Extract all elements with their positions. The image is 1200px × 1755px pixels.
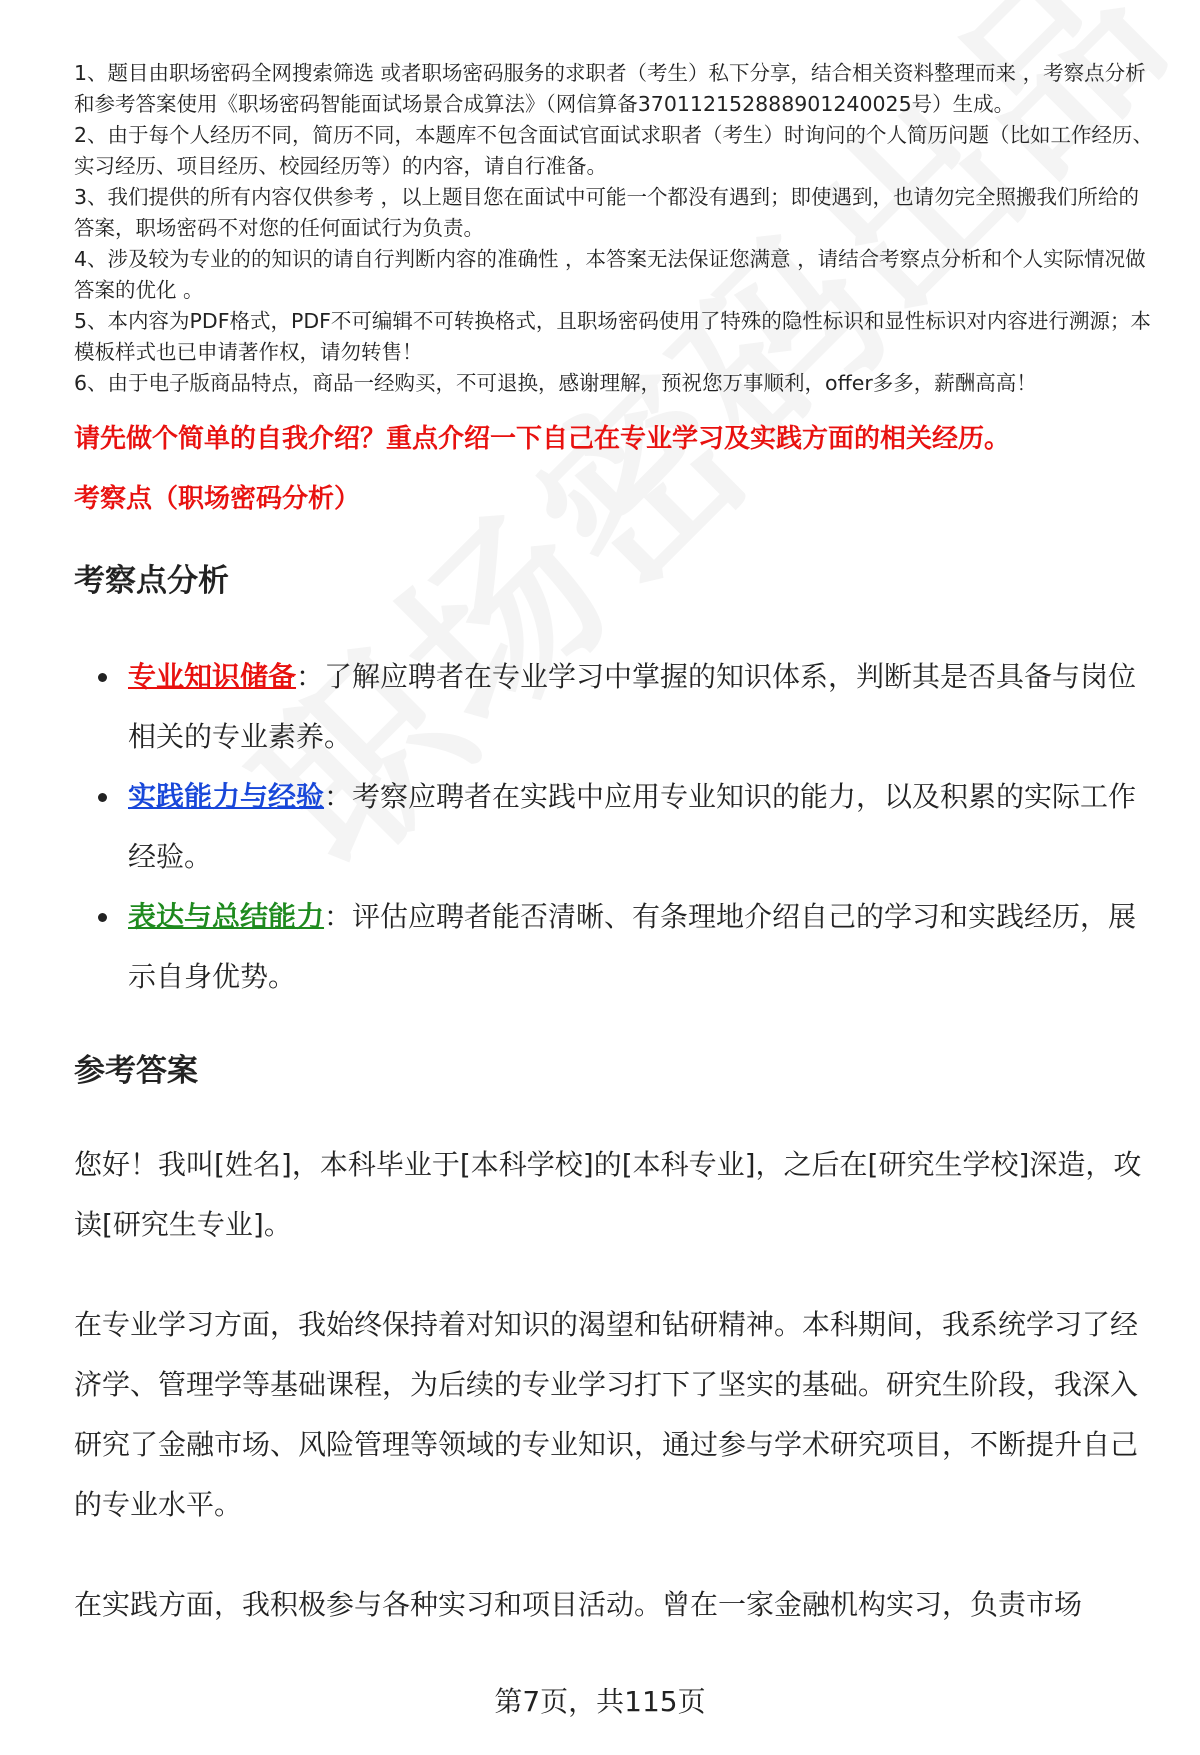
notice-item: 5、本内容为PDF格式，PDF不可编辑不可转换格式，且职场密码使用了特殊的隐性标识和显性标识对内容进行溯源；本模板样式也已申请著作权，请勿转售！ <box>74 309 1151 364</box>
bullet-icon <box>98 913 107 922</box>
analysis-keyword: 实践能力与经验 <box>128 780 325 813</box>
analysis-text: ：考察应聘者在实践中应用专业知识的能力，以及积累的实际工作经验。 <box>128 780 1137 873</box>
analysis-heading: 考察点分析 <box>74 563 229 599</box>
interview-question: 请先做个简单的自我介绍？重点介绍一下自己在专业学习及实践方面的相关经历。 <box>74 424 1011 454</box>
bullet-icon <box>98 793 107 802</box>
answer-paragraph: 在专业学习方面，我始终保持着对知识的渴望和钻研精神。本科期间，我系统学习了经济学、管理学等基础课程，为后续的专业学习打下了坚实的基础。研究生阶段，我深入研究了金融市场、风险管理等领域的专业知识，通过参与学术研究项目，不断提升自己的专业水平。 <box>74 1308 1139 1521</box>
notice-item: 6、由于电子版商品特点，商品一经购买，不可退换，感谢理解，预祝您万事顺利，offer多多，薪酬高高！ <box>74 371 1037 395</box>
answer-paragraph: 您好！我叫[姓名]，本科毕业于[本科学校]的[本科专业]，之后在[研究生学校]深造，攻读[研究生专业]。 <box>74 1148 1142 1241</box>
bullet-icon <box>98 673 107 682</box>
answer-heading: 参考答案 <box>74 1053 198 1089</box>
notice-item: 1、题目由职场密码全网搜索筛选 或者职场密码服务的求职者（考生）私下分享，结合相关资料整理而来 ，考察点分析和参考答案使用《职场密码智能面试场景合成算法》（网信算备370112152888901240025号）生成。 <box>74 61 1146 116</box>
notice-item: 2、由于每个人经历不同，简历不同，本题库不包含面试官面试求职者（考生）时询问的个人简历问题（比如工作经历、实习经历、项目经历、校园经历等）的内容，请自行准备。 <box>74 123 1154 178</box>
analysis-keyword: 表达与总结能力 <box>128 900 325 933</box>
analysis-keyword: 专业知识储备 <box>128 660 297 693</box>
document-body <box>74 58 1154 1635</box>
answer-paragraph: 在实践方面，我积极参与各种实习和项目活动。曾在一家金融机构实习，负责市场 <box>74 1588 1083 1621</box>
page-number: 第7页，共115页 <box>494 1685 706 1718</box>
notice-item: 3、我们提供的所有内容仅供参考 ，以上题目您在面试中可能一个都没有遇到；即使遇到，也请勿完全照搬我们所给的答案，职场密码不对您的任何面试行为负责。 <box>74 185 1140 240</box>
analysis-text: ：了解应聘者在专业学习中掌握的知识体系，判断其是否具备与岗位相关的专业素养。 <box>128 660 1137 753</box>
notice-item: 4、涉及较为专业的的知识的请自行判断内容的准确性 ，本答案无法保证您满意 ，请结合考察点分析和个人实际情况做答案的优化 。 <box>74 247 1146 302</box>
notice-list <box>74 58 1154 399</box>
analysis-item <box>128 647 1154 767</box>
analysis-item <box>128 887 1154 1007</box>
analysis-item <box>128 767 1154 887</box>
analysis-list <box>74 647 1154 1007</box>
exam-point-title: 考察点（职场密码分析） <box>74 484 361 514</box>
analysis-text: ：评估应聘者能否清晰、有条理地介绍自己的学习和实践经历，展示自身优势。 <box>128 900 1137 993</box>
